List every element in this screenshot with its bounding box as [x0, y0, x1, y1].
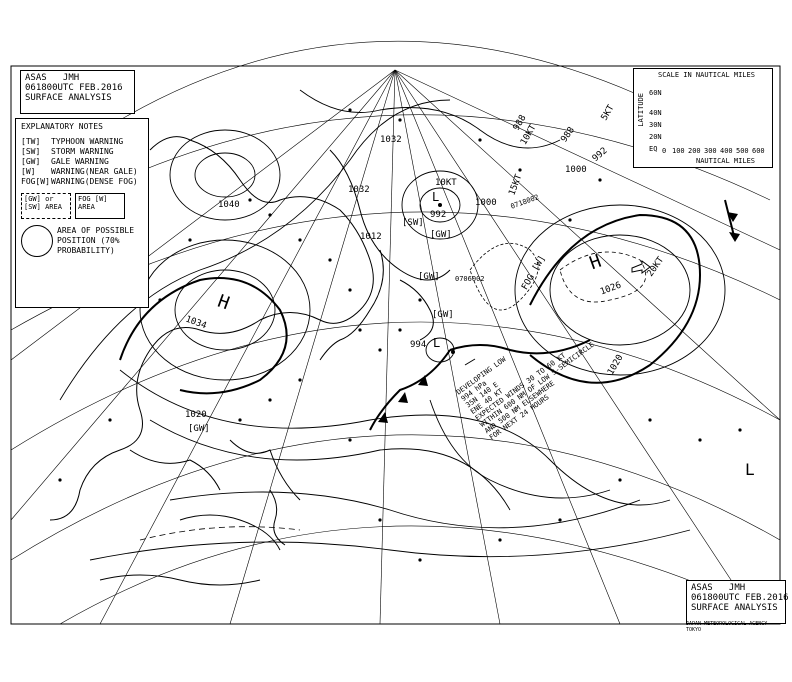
bottom-title-line-1: ASAS JMH [691, 583, 746, 593]
storm-warning-label: [SW] [402, 218, 424, 228]
fog-warning-label: FOG [W] [520, 254, 548, 292]
scale-box [633, 68, 773, 168]
scale-y-tick: 40N [649, 109, 662, 117]
scale-x-tick: 0 [662, 147, 667, 155]
scale-y-tick: EQ [649, 145, 658, 153]
low-main-value: 994 [410, 340, 427, 350]
high-north-value: 1032 [380, 135, 402, 145]
high-east-value: 1026 [598, 280, 623, 298]
scale-y-tick: 20N [649, 133, 662, 141]
station-dots [58, 108, 741, 561]
title-line-1: ASAS JMH [25, 73, 80, 83]
low-track-label: 0706002 [455, 275, 485, 283]
explanatory-notes [15, 118, 149, 308]
motion-label: 10KT [519, 123, 539, 147]
high-north-value-2: 1032 [348, 185, 370, 195]
bottom-title-line-3: SURFACE ANALYSIS [691, 603, 778, 613]
isobar-label-1000b: 1000 [565, 165, 587, 175]
low-main-symbol: L [433, 336, 441, 350]
motion-label: 5KT [599, 103, 617, 123]
legend-item: [SW] STORM WARNING [21, 147, 114, 156]
scale-x-tick: 600 [752, 147, 765, 155]
gale-warning-label: [GW] [188, 424, 210, 434]
scale-y-label: LATITUDE [637, 93, 645, 127]
low-north-value: 992 [430, 210, 447, 220]
scale-y-tick: 60N [649, 89, 662, 97]
low-north-symbol: L [432, 190, 440, 204]
scale-x-tick: 100 [672, 147, 685, 155]
motion-label: 10KT [435, 178, 457, 188]
legend-probability-text: AREA OF POSSIBLE POSITION (70% PROBABILITY) [57, 226, 135, 255]
isobar-label-1020: 1020 [185, 410, 207, 420]
title-line-2: 061800UTC FEB.2016 [25, 83, 123, 93]
legend-heading: EXPLANATORY NOTES [21, 122, 103, 131]
title-box [20, 70, 135, 114]
scale-x-tick: 400 [720, 147, 733, 155]
scale-y-tick: 30N [649, 121, 662, 129]
motion-label: 15KT [507, 173, 525, 197]
legend-area-warning: [GW] or [SW] AREA [21, 193, 71, 219]
low-ne3-value: 988 [559, 125, 577, 145]
legend-area-fog: FOG [W] AREA [75, 193, 125, 219]
high-east-motion: 20KT [645, 255, 667, 279]
developing-low-note: DEVELOPING LOW 994 hPa 35N 140 E ENE 40 KT EXPECTED WINDS 30 TO 60 KT WITHIN 600 NM OF LOW S-SEMICIRCLE AND 500 NM ELSEWHERE FOR NEXT 24 HOURS [455, 340, 596, 442]
agency-label: JAPAN METEOROLOGICAL AGENCY TOKYO [686, 621, 768, 633]
legend-item: [TW] TYPHOON WARNING [21, 137, 124, 146]
scale-x-tick: 200 [688, 147, 701, 155]
gale-warning-label: [GW] [430, 230, 452, 240]
scale-title: SCALE IN NAUTICAL MILES [658, 71, 755, 79]
high-east-symbol: H [586, 250, 605, 275]
legend-item: [GW] GALE WARNING [21, 157, 109, 166]
dashed-isobar [140, 527, 300, 540]
high-west-value: 1034 [183, 314, 208, 332]
isobar-label-1000: 1000 [475, 198, 497, 208]
legend-item: FOG[W]WARNING(DENSE FOG) [21, 177, 138, 186]
high-west-symbol: H [214, 290, 233, 315]
low-ne-value: 992 [590, 145, 610, 165]
low-sw-symbol: L [745, 460, 755, 479]
bottom-title-box [686, 580, 789, 624]
bottom-title-line-2: 061800UTC FEB.2016 [691, 593, 789, 603]
low-ne2-value: 988 [511, 113, 529, 133]
scale-x-tick: 300 [704, 147, 717, 155]
isobar-label-1020b: 1020 [606, 353, 626, 377]
fronts [120, 200, 735, 430]
gale-warning-label: [GW] [432, 310, 454, 320]
scale-x-label: NAUTICAL MILES [696, 157, 756, 165]
scale-x-tick: 500 [736, 147, 749, 155]
isobar-label-1012: 1012 [360, 232, 382, 242]
low-track-label: 0718002 [509, 193, 540, 211]
high-nw-value: 1040 [218, 200, 240, 210]
gale-warning-label: [GW] [418, 272, 440, 282]
legend-item: [W] WARNING(NEAR GALE) [21, 167, 138, 176]
probability-circle-icon [21, 225, 53, 257]
title-line-3: SURFACE ANALYSIS [25, 93, 112, 103]
